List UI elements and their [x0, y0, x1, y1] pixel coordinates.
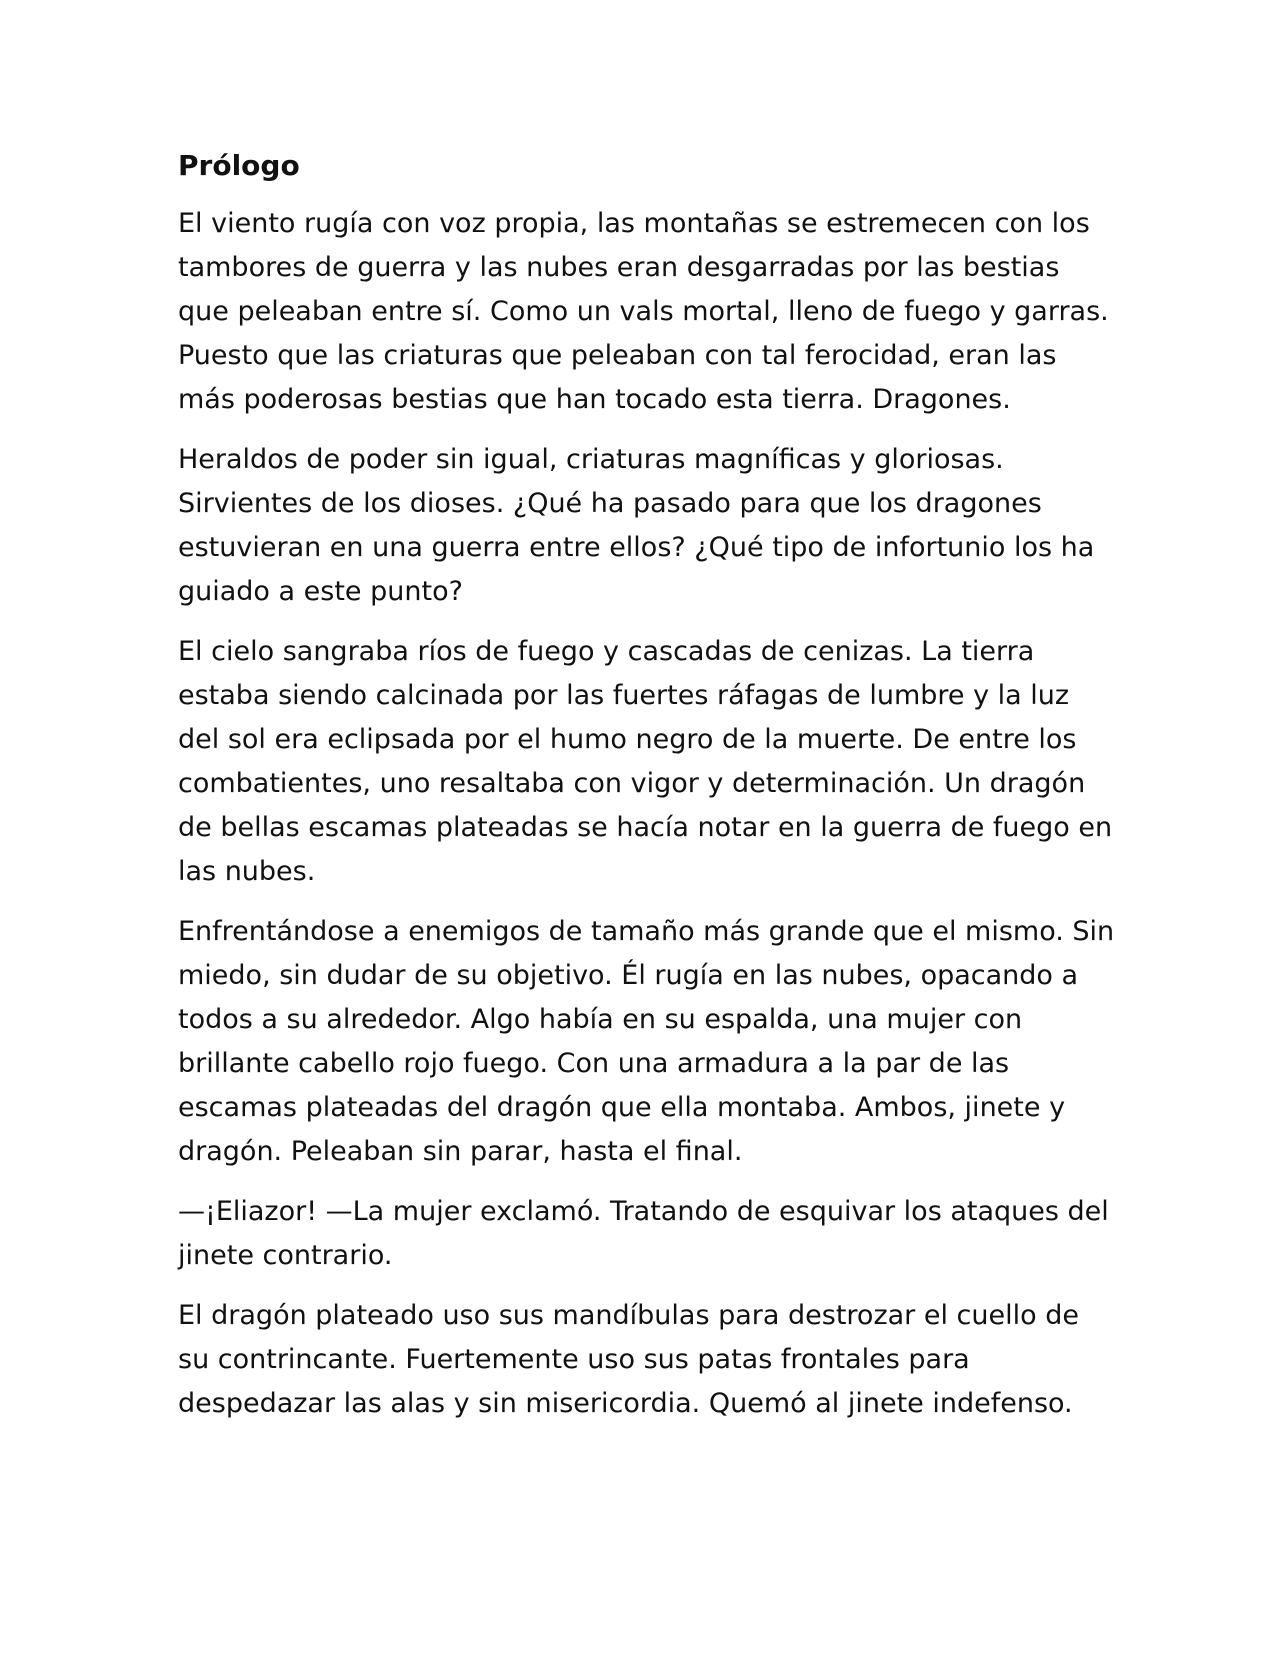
- dialogue-paragraph: —¡Eliazor! —La mujer exclamó. Tratando de esquivar los ataques del jinete contrario.: [178, 1196, 1109, 1271]
- paragraph-6: El dragón plateado uso sus mandíbulas para destrozar el cuello de su contrincante. Fuertemente uso sus patas frontales para despedazar las alas y sin misericordia. Quemó al jinete indefenso.: [178, 1300, 1079, 1419]
- paragraph-3: El cielo sangraba ríos de fuego y cascadas de cenizas. La tierra estaba siendo calcinada por las fuertes ráfagas de lumbre y la luz del sol era eclipsada por el humo negro de la muerte. De entre los combatientes, uno resaltaba con vigor y determinación. Un dragón de bellas escamas plateadas se hacía notar en la guerra de fuego en las nubes.: [178, 636, 1113, 887]
- paragraph-2: Heraldos de poder sin igual, criaturas magníficas y gloriosas. Sirvientes de los dioses. ¿Qué ha pasado para que los dragones estuvieran en una guerra entre ellos? ¿Qué tipo de infortunio los ha guiado a este punto?: [178, 444, 1095, 607]
- paragraph-1: El viento rugía con voz propia, las montañas se estremecen con los tambores de guerra y las nubes eran desgarradas por las bestias que peleaban entre sí. Como un vals mortal, lleno de fuego y garras. Puesto que las criaturas que peleaban con tal ferocidad, eran las más poderosas bestias que han tocado esta tierra. Dragones.: [178, 208, 1109, 415]
- document-page: [178, 146, 1118, 1442]
- chapter-title: Prólogo: [178, 149, 300, 182]
- paragraph-4: Enfrentándose a enemigos de tamaño más grande que el mismo. Sin miedo, sin dudar de su objetivo. Él rugía en las nubes, opacando a todos a su alrededor. Algo había en su espalda, una mujer con brillante cabello rojo fuego. Con una armadura a la par de las escamas plateadas del dragón que ella montaba. Ambos, jinete y dragón. Peleaban sin parar, hasta el final.: [178, 916, 1115, 1167]
